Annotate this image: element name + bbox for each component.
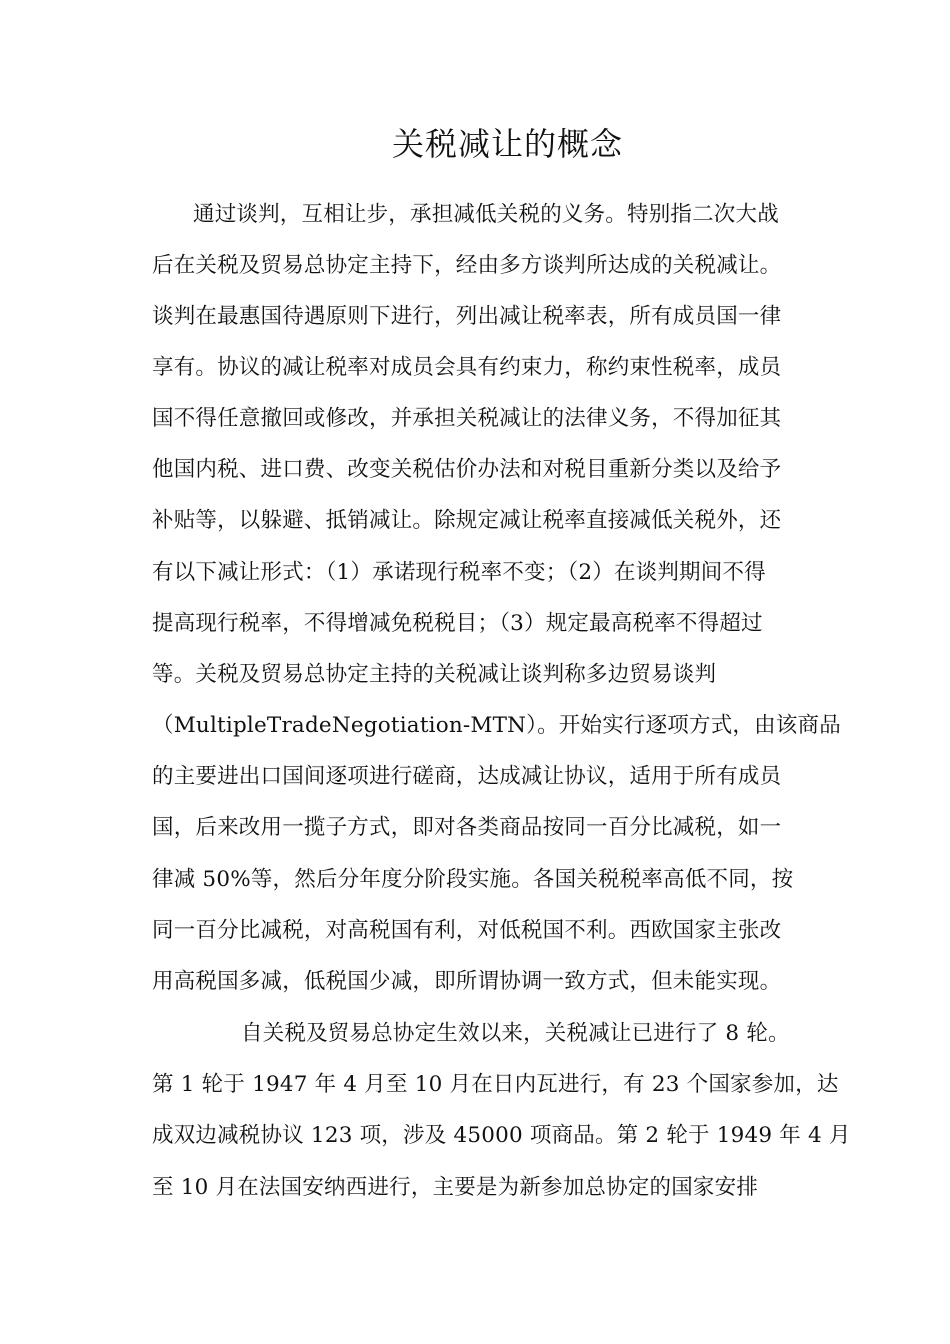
- paragraph-line: 国不得任意撤回或修改，并承担关税减让的法律义务，不得加征其: [152, 406, 782, 431]
- paragraph-line: 等。关税及贸易总协定主持的关税减让谈判称多边贸易谈判: [152, 662, 717, 687]
- paragraph-line: 成双边减税协议 123 项，涉及 45000 项商品。第 2 轮于 1949 年 4 月: [152, 1123, 851, 1148]
- paragraph-line: 谈判在最惠国待遇原则下进行，列出减让税率表，所有成员国一律: [152, 304, 782, 329]
- document-title: 关税减让的概念: [391, 125, 623, 163]
- paragraph-line: 他国内税、进口费、改变关税估价办法和对税目重新分类以及给予: [152, 457, 782, 482]
- paragraph-line: 补贴等，以躲避、抵销减让。除规定减让税率直接减低关税外，还: [152, 508, 782, 533]
- paragraph-line: 律减 50%等，然后分年度分阶段实施。各国关税税率高低不同，按: [152, 867, 794, 892]
- paragraph-line: （MultipleTradeNegotiation-MTN）。开始实行逐项方式，由该商品: [152, 713, 841, 738]
- paragraph-line: 同一百分比减税，对高税国有利，对低税国不利。西欧国家主张改: [152, 918, 782, 943]
- paragraph-line: 通过谈判，互相让步，承担减低关税的义务。特别指二次大战: [193, 202, 779, 227]
- paragraph-line: 提高现行税率，不得增减免税税目；（3）规定最高税率不得超过: [152, 611, 763, 636]
- paragraph-line: 后在关税及贸易总协定主持下，经由多方谈判所达成的关税减让。: [152, 253, 782, 278]
- paragraph-line: 国，后来改用一揽子方式，即对各类商品按同一百分比减税，如一: [152, 815, 782, 840]
- paragraph-line: 至 10 月在法国安纳西进行，主要是为新参加总协定的国家安排: [152, 1175, 759, 1200]
- paragraph-line: 享有。协议的减让税率对成员会具有约束力，称约束性税率，成员: [152, 355, 782, 380]
- paragraph-line: 的主要进出口国间逐项进行磋商，达成减让协议，适用于所有成员: [152, 764, 782, 789]
- paragraph-line: 第 1 轮于 1947 年 4 月至 10 月在日内瓦进行，有 23 个国家参加，达: [152, 1072, 839, 1097]
- paragraph-line: 自关税及贸易总协定生效以来，关税减让已进行了 8 轮。: [241, 1021, 790, 1046]
- paragraph-line: 用高税国多减，低税国少减，即所谓协调一致方式，但未能实现。: [152, 969, 782, 994]
- paragraph-line: 有以下减让形式：（1）承诺现行税率不变；（2）在谈判期间不得: [152, 560, 766, 585]
